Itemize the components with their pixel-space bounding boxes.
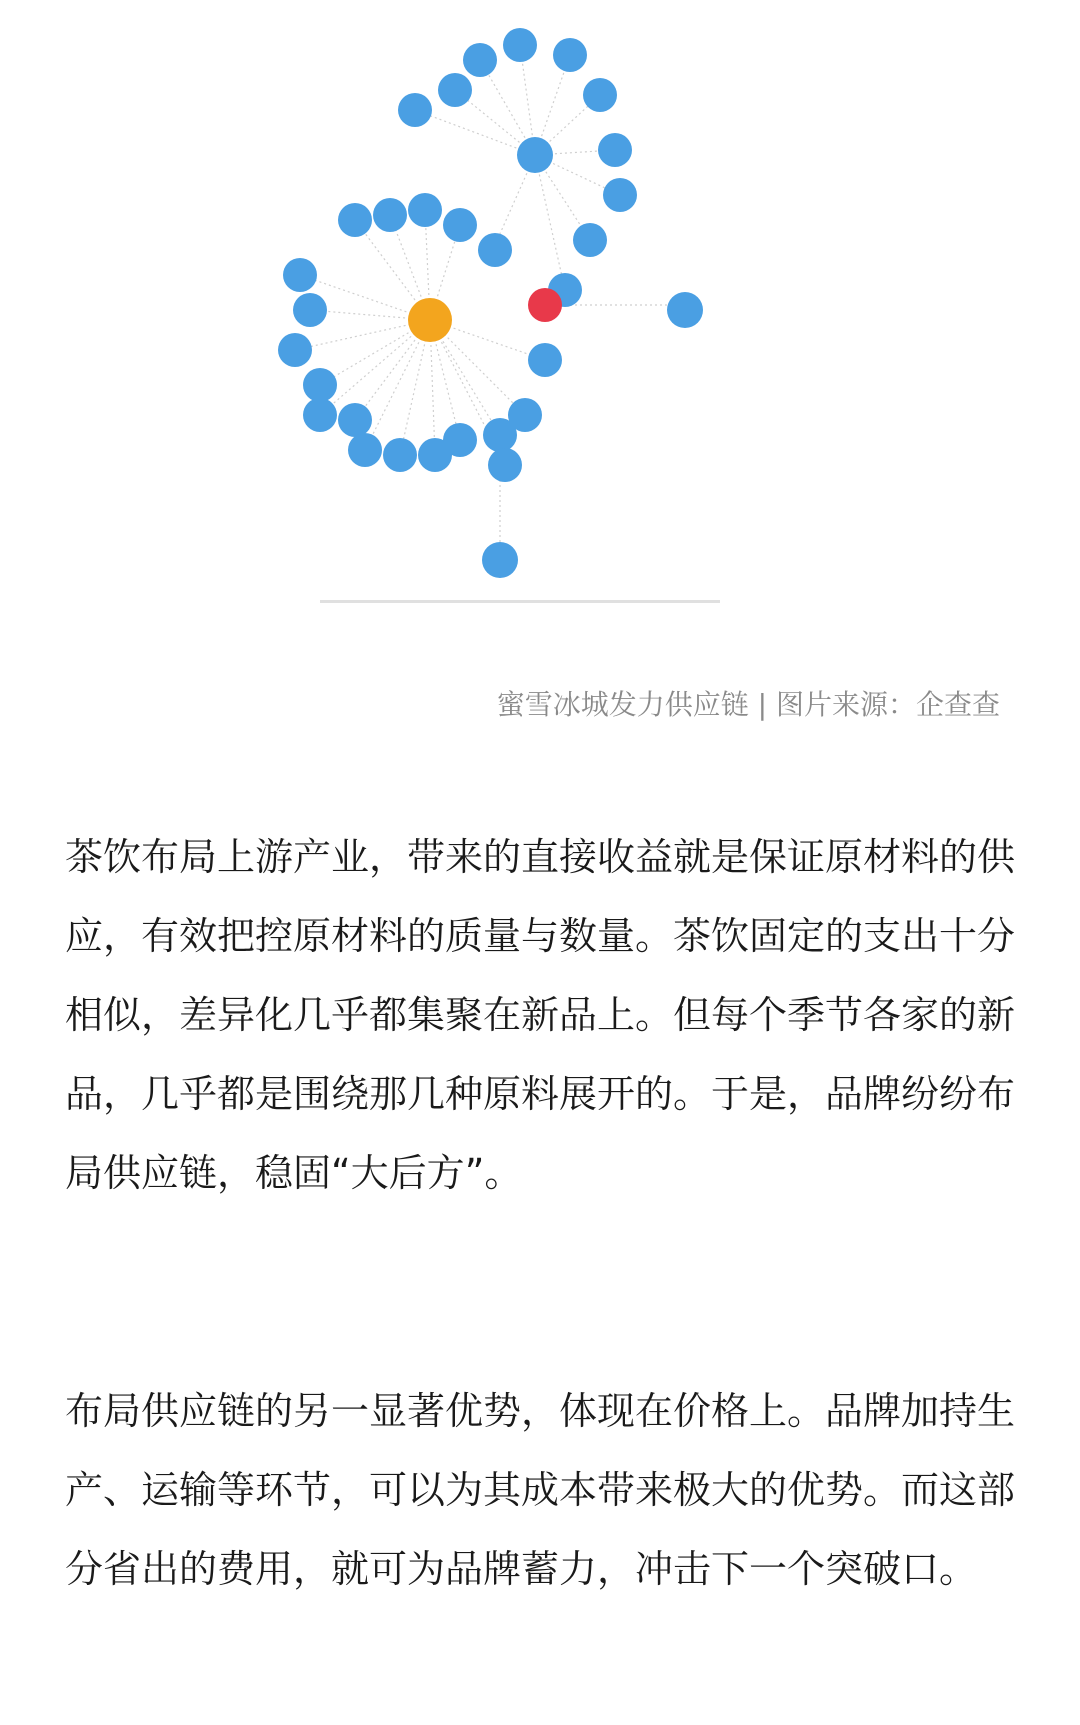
supply-chain-graph-image [255, 15, 790, 670]
company-node-top-1 [438, 73, 472, 107]
company-node-15 [488, 448, 522, 482]
bottom-company-node [482, 542, 518, 578]
company-node-6 [278, 333, 312, 367]
paragraph-1: 茶饮布局上游产业，带来的直接收益就是保证原材料的供应，有效把控原材料的质量与数量。茶饮固定的支出十分相似，差异化几乎都集聚在新品上。但每个季节各家的新品，几乎都是围绕那几种原料展开的。于是，品牌纷纷布局供应链，稳固“大后方”。 [65, 835, 1016, 1195]
company-node-top-8 [573, 223, 607, 257]
company-node-7 [303, 368, 337, 402]
company-node-17 [528, 343, 562, 377]
company-node-1 [373, 198, 407, 232]
company-node-9 [338, 403, 372, 437]
company-node-top-2 [463, 43, 497, 77]
graph-background [255, 15, 790, 670]
person-node [528, 288, 562, 322]
company-node-top-4 [553, 38, 587, 72]
company-node-4 [283, 258, 317, 292]
company-node-10 [348, 433, 382, 467]
paragraph-2: 布局供应链的另一显著优势，体现在价格上。品牌加持生产、运输等环节，可以为其成本带来极大的优势。而这部分省出的费用，就可为品牌蓄力，冲击下一个突破口。 [65, 1389, 1016, 1591]
company-node-11 [383, 438, 417, 472]
company-node-0 [338, 203, 372, 237]
hub-company-node [517, 137, 553, 173]
company-node-5 [293, 293, 327, 327]
company-node-13 [443, 423, 477, 457]
company-node-top-5 [583, 78, 617, 112]
company-node-3 [443, 208, 477, 242]
image-caption: 蜜雪冰城发力供应链 | 图片来源：企查查 [496, 688, 1000, 721]
ownership-graph [255, 15, 790, 670]
company-node-16 [508, 398, 542, 432]
company-node-top-3 [503, 28, 537, 62]
company-node-8 [303, 398, 337, 432]
company-node-top-7 [603, 178, 637, 212]
company-node-2 [408, 193, 442, 227]
company-node-top-6 [598, 133, 632, 167]
company-node-right [667, 292, 703, 328]
center-company-node [408, 298, 452, 342]
graph-footnote [320, 600, 720, 603]
company-node-top-0 [398, 93, 432, 127]
company-node-mid [478, 233, 512, 267]
